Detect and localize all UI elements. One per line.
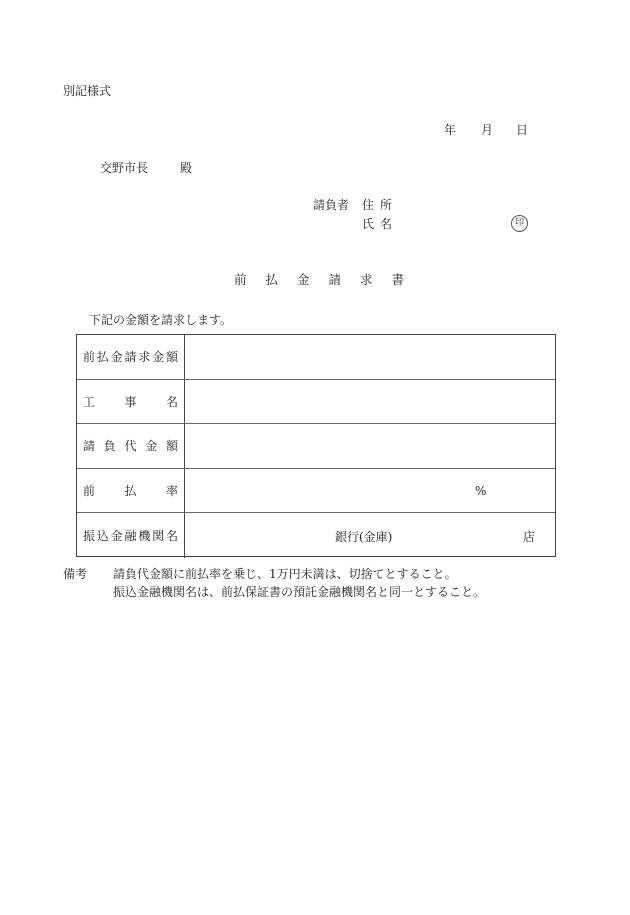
percent-unit: %	[475, 483, 487, 498]
notes-label: 備考	[63, 567, 88, 581]
addressee-honorific: 殿	[180, 161, 193, 175]
notes-line: 振込金融機関名は、前払保証書の預託金融機関名と同一とすること。	[113, 585, 486, 599]
table-row	[77, 335, 555, 380]
row-label: 工 事 名	[83, 394, 178, 409]
row-label: 請 負 代 金 額	[83, 439, 178, 454]
date-day-label: 日	[516, 123, 529, 137]
notes-line: 請負代金額に前払率を乗じ、1万円未満は、切捨てとすること。	[113, 567, 457, 581]
advance-rate-field[interactable]	[185, 469, 555, 513]
intro-text: 下記の金額を請求します。	[89, 313, 233, 327]
row-label-cell	[77, 424, 185, 468]
form-label: 別記様式	[63, 84, 112, 98]
row-label: 前 払 率	[83, 484, 178, 499]
table-row	[77, 513, 555, 558]
row-label: 振 込 金 融 機 関 名	[83, 529, 178, 544]
row-label-cell	[77, 380, 185, 424]
bank-name-field[interactable]	[185, 513, 555, 558]
table-row	[77, 469, 555, 514]
row-label-cell	[77, 469, 185, 513]
project-name-field[interactable]	[185, 380, 555, 424]
bank-suffix: 銀行(金庫)	[335, 530, 393, 545]
table-row	[77, 380, 555, 425]
contract-amount-field[interactable]	[185, 424, 555, 468]
advance-amount-field[interactable]	[185, 335, 555, 379]
name-label: 氏名	[362, 217, 399, 231]
row-label-cell	[77, 513, 185, 558]
seal-icon: 印	[511, 215, 528, 232]
row-label-cell	[77, 335, 185, 379]
requester-label: 請負者	[313, 198, 350, 212]
date-month-label: 月	[481, 123, 494, 137]
date-year-label: 年	[444, 123, 457, 137]
branch-suffix: 店	[523, 530, 536, 545]
address-label: 住所	[362, 198, 399, 212]
table-row	[77, 424, 555, 469]
page-title: 前払金請求書	[234, 272, 424, 287]
row-label: 前 払 金 請 求 金 額	[83, 350, 178, 365]
addressee: 交野市長	[100, 161, 149, 175]
request-table	[76, 334, 556, 557]
